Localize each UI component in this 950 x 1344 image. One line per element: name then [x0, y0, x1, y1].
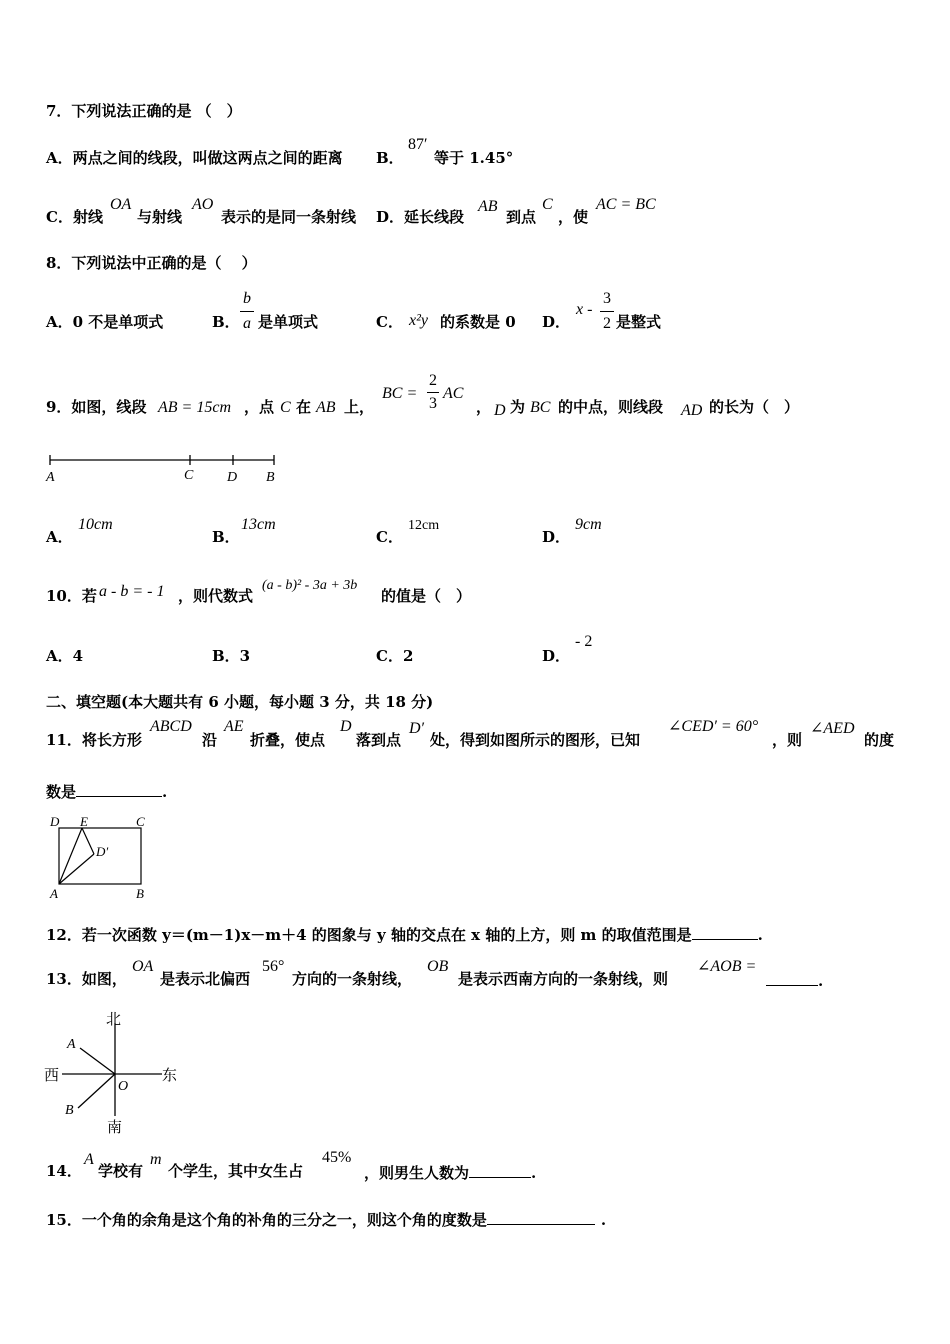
- q9-label-c: C: [184, 468, 194, 483]
- q14-text0: 14．: [46, 1162, 82, 1180]
- q12-answer-blank[interactable]: [692, 926, 758, 940]
- q11-text3: 落到点: [356, 731, 402, 749]
- q13-label-a: A: [67, 1037, 76, 1052]
- q8-option-b-den: a: [243, 315, 251, 332]
- q9-math2: C: [280, 399, 291, 416]
- q8-option-b-prefix: B．: [212, 313, 240, 331]
- q10-text2: 的值是（ ）: [381, 587, 472, 605]
- q10-option-d-label: D．: [542, 647, 571, 665]
- q9-stem-prefix: 9．如图，线段: [46, 398, 147, 416]
- q11-text0: 11．将长方形: [46, 731, 142, 749]
- q13-text0: 13．如图，: [46, 970, 127, 988]
- q8-stem: 8．下列说法中正确的是（ ）: [46, 254, 257, 272]
- q11-math4: D′: [409, 720, 425, 737]
- q9-option-b-value: 13cm: [241, 516, 276, 533]
- q9-option-a-value: 10cm: [78, 516, 113, 533]
- q8-option-d-prefix: D．: [542, 313, 571, 331]
- q7-option-a: A．两点之间的线段，叫做这两点之间的距离: [46, 149, 343, 167]
- q13-label-east: 东: [162, 1068, 178, 1084]
- q7-option-d-prefix: D．延长线段: [376, 208, 465, 226]
- q9-math4-num: 2: [429, 372, 437, 389]
- q15-line: [46, 1211, 606, 1228]
- q7-option-c-suffix: 表示的是同一条射线: [221, 208, 357, 226]
- q7-option-b-prefix: B．: [376, 149, 404, 167]
- q11-text1: 沿: [202, 731, 218, 749]
- q13-text3: 是表示西南方向的一条射线，则: [458, 970, 669, 988]
- q8-option-d-math: x -: [576, 301, 593, 318]
- q9-text7: 的长为（ ）: [709, 398, 800, 416]
- q10-stem-prefix: 10．若: [46, 587, 97, 605]
- q15-text: 15．一个角的余角是这个角的补角的三分之一，则这个角的度数是: [46, 1211, 487, 1229]
- q10-option-b: B．3: [212, 647, 251, 665]
- q9-option-c-label: C．: [376, 528, 403, 546]
- q7-option-c-mid: 与射线: [137, 208, 183, 226]
- q10-option-c: C．2: [376, 647, 414, 665]
- q10-option-a: A．4: [46, 647, 84, 665]
- q13-answer-blank[interactable]: [766, 972, 818, 986]
- q10-text1: ，则代数式: [178, 587, 254, 605]
- q13-math4: ∠AOB =: [697, 958, 757, 975]
- q9-math4-right: AC: [443, 385, 464, 402]
- q9-option-a-label: A．: [46, 528, 73, 546]
- q8-option-b-suffix: 是单项式: [258, 313, 319, 331]
- q14-math1: A: [84, 1151, 94, 1168]
- q11-line2-text: 数是: [46, 783, 77, 801]
- q9-label-d: D: [227, 470, 238, 485]
- q14-answer-blank[interactable]: [469, 1164, 531, 1178]
- q7-option-d-mid2: ，使: [558, 208, 589, 226]
- q11-label-e: E: [80, 814, 88, 829]
- q13-math3: OB: [427, 958, 449, 975]
- q9-text4: ，: [476, 398, 492, 416]
- q11-label-a: A: [50, 886, 58, 901]
- q9-math7: AD: [681, 402, 703, 419]
- q14-line-end: [364, 1164, 536, 1181]
- q12-text: 12．若一次函数 y＝(m－1)x－m＋4 的图象与 y 轴的交点在 x 轴的上方，则 m 的取值范围是: [46, 926, 692, 944]
- q9-text2: 在: [296, 398, 312, 416]
- q8-option-d-suffix: 是整式: [616, 313, 662, 331]
- q14-end-period: .: [531, 1164, 537, 1182]
- q9-option-d-label: D．: [542, 528, 571, 546]
- q13-text1: 是表示北偏西: [160, 970, 251, 988]
- q9-math4-left: BC =: [382, 385, 418, 402]
- q8-option-c-suffix: 的系数是 0: [440, 313, 516, 331]
- q7-option-b-suffix: 等于 1.45°: [434, 149, 514, 167]
- q15-end-period: .: [600, 1211, 607, 1229]
- q11-label-d: D: [50, 814, 60, 829]
- q7-option-d-math1: AB: [478, 198, 498, 215]
- q9-math5: D: [494, 402, 506, 419]
- q11-math5: ∠CED′ = 60°: [668, 718, 759, 735]
- q13-label-south: 南: [107, 1120, 123, 1136]
- q12-end-period: .: [757, 926, 763, 944]
- q7-option-c-prefix: C．射线: [46, 208, 103, 226]
- q13-ray-ob: [78, 1074, 115, 1108]
- q7-option-d-mid: 到点: [506, 208, 537, 226]
- q9-math4-fraction-bar: [427, 392, 439, 393]
- q11-text6: 的度: [864, 731, 895, 749]
- q8-option-d-den: 2: [603, 315, 611, 332]
- q13-answer-line: [766, 972, 823, 989]
- q13-text2: 方向的一条射线，: [292, 970, 413, 988]
- q7-option-d-math2: C: [542, 196, 553, 213]
- q11-text4: 处，得到如图所示的图形，已知: [430, 731, 641, 749]
- q9-text1: ，点: [244, 398, 275, 416]
- q11-end-period: .: [162, 783, 168, 801]
- q8-option-b-fraction-bar: [240, 311, 254, 312]
- q9-math3: AB: [316, 399, 336, 416]
- q11-math3: D: [340, 718, 352, 735]
- q9-option-d-value: 9cm: [575, 516, 602, 533]
- q15-answer-blank[interactable]: [487, 1211, 595, 1225]
- q11-math2: AE: [224, 718, 244, 735]
- q7-option-c-math2: AO: [192, 196, 214, 213]
- q11-answer-blank[interactable]: [76, 783, 162, 797]
- q9-segment-figure: [40, 448, 290, 488]
- q9-text3: 上，: [344, 398, 375, 416]
- q9-text5: 为: [510, 398, 526, 416]
- section-2-heading: 二、填空题(本大题共有 6 小题，每小题 3 分，共 18 分): [46, 693, 434, 711]
- q10-math2: (a - b)² - 3a + 3b: [262, 578, 358, 593]
- q9-label-b: B: [266, 470, 275, 485]
- q9-option-c-value: 12cm: [408, 518, 440, 533]
- q11-fold-line-ae: [59, 828, 82, 884]
- q8-option-b-num: b: [243, 290, 251, 307]
- q11-text5: ，则: [772, 731, 803, 749]
- q13-label-o: O: [118, 1079, 129, 1094]
- q8-option-a: A．0 不是单项式: [46, 313, 164, 331]
- q10-math1: a - b = - 1: [99, 583, 165, 600]
- q13-math2: 56°: [262, 958, 285, 975]
- q14-text3: ，则男生人数为: [364, 1164, 470, 1182]
- q12-line: [46, 926, 763, 943]
- q13-end-period: .: [818, 972, 824, 990]
- q11-label-b: B: [136, 886, 144, 901]
- q8-option-d-num: 3: [603, 290, 611, 307]
- q9-option-b-label: B．: [212, 528, 240, 546]
- q13-math1: OA: [132, 958, 154, 975]
- q9-math6: BC: [530, 399, 551, 416]
- q11-segment-ed-prime: [82, 828, 94, 854]
- q14-text1: 学校有: [98, 1162, 144, 1180]
- q11-rectangle-figure: [44, 812, 159, 902]
- q14-text2: 个学生，其中女生占: [168, 1162, 304, 1180]
- q11-text2: 折叠，使点: [250, 731, 326, 749]
- q9-text6: 的中点，则线段: [558, 398, 664, 416]
- q13-compass-figure: [40, 1008, 190, 1138]
- q8-option-c-math: x²y: [409, 312, 428, 329]
- q14-math3: 45%: [322, 1149, 352, 1166]
- q11-math6: ∠AED: [810, 720, 855, 737]
- q13-ray-oa: [80, 1048, 115, 1074]
- q8-option-d-fraction-bar: [600, 311, 614, 312]
- q9-math4-den: 3: [429, 395, 437, 412]
- q9-label-a: A: [46, 470, 55, 485]
- q11-label-d-prime: D′: [96, 844, 109, 859]
- q11-label-c: C: [136, 814, 145, 829]
- q7-option-c-math1: OA: [110, 196, 132, 213]
- q10-option-d-value: - 2: [575, 633, 593, 650]
- q11-math1: ABCD: [150, 718, 192, 735]
- q8-option-c-prefix: C．: [376, 313, 403, 331]
- q11-line2: [46, 783, 167, 800]
- q9-math1: AB = 15cm: [158, 399, 231, 416]
- q7-option-d-math3: AC = BC: [596, 196, 656, 213]
- q7-stem: 7．下列说法正确的是 （ ）: [46, 102, 242, 120]
- q13-label-west: 西: [44, 1068, 60, 1084]
- q11-segment-ad-prime: [59, 854, 94, 884]
- q13-label-north: 北: [106, 1012, 122, 1028]
- q13-label-b: B: [65, 1103, 74, 1118]
- q14-math2: m: [150, 1151, 162, 1168]
- q7-option-b-math: 87′: [408, 136, 428, 153]
